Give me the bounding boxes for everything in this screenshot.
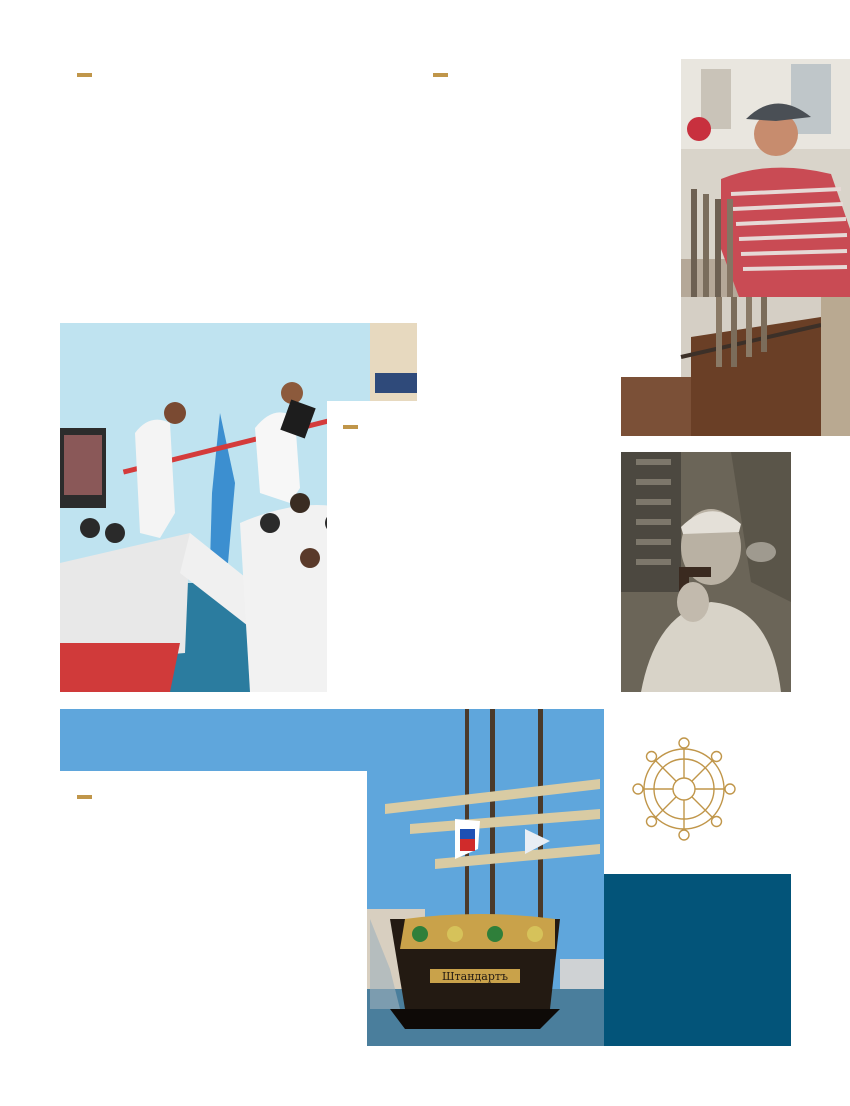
- ship-stern-name: Штандартъ: [442, 970, 508, 983]
- section-marker-top-middle: [433, 73, 448, 77]
- grill-brazier-photo: [621, 297, 850, 436]
- navy-color-block: [604, 874, 791, 1046]
- middle-text-card: [327, 401, 621, 709]
- bottom-text-card: [60, 771, 367, 1046]
- ship-wheel-icon: [630, 736, 738, 842]
- section-marker-middle-card: [343, 425, 358, 429]
- section-marker-top-left: [77, 73, 92, 77]
- section-marker-bottom-card: [77, 795, 92, 799]
- pipe-portrait-photo: [621, 452, 791, 692]
